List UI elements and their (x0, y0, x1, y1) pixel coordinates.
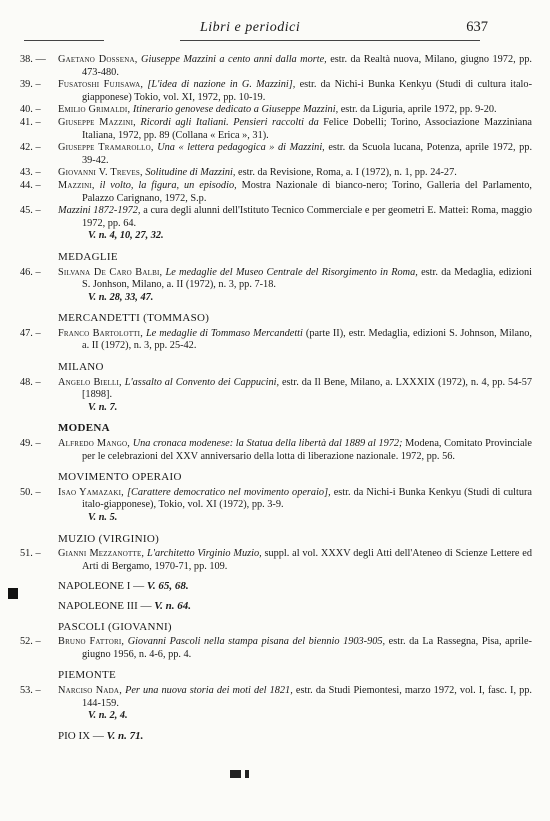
entry-text (58, 167, 532, 180)
entry-author: Emilio Grimaldi, (58, 104, 131, 116)
entry-number: 40. – (20, 104, 41, 116)
bibliography-entry (0, 167, 532, 180)
entry-text (58, 328, 532, 353)
entry-title: Per una nuova storia dei moti del 1821, (125, 684, 293, 696)
entry-details: Mostra Nazionale di bianco-nero; Torino, Galleria del Parlamento, Palazzo Carignano, 1972, S.p. (82, 179, 532, 204)
entry-text (58, 487, 532, 525)
entry-author: Alfredo Mango, (58, 438, 131, 450)
entry-text (58, 548, 532, 573)
running-title: Libri e periodici (200, 20, 301, 35)
entry-details: suppl. al vol. XXXV degli Atti dell'Ateneo di Scienze Lettere ed Arti di Bergamo, 1970-71, pp. 109. (82, 548, 532, 572)
entry-title: Le medaglie del Museo Centrale del Risorgimento in Roma, (165, 266, 418, 278)
entry-cross-reference: V. n. 2, 4. (88, 710, 128, 722)
bibliography-entry (0, 438, 532, 463)
entry-author: Fusatoshi Fujisawa, (58, 79, 144, 91)
entry-details: estr. da Liguria, aprile 1972, pp. 9-20. (340, 104, 497, 116)
entry-number: 41. – (20, 116, 41, 128)
entry-text (58, 205, 532, 243)
entry-author: Silvana De Caro Balbi, (58, 266, 163, 278)
entry-text (58, 142, 532, 167)
entry-title: Una « lettera pedagogica » di Mazzini, (157, 142, 325, 154)
section-heading: MOVIMENTO OPERAIO (58, 471, 182, 484)
entry-text (58, 377, 532, 415)
entry-title: Giuseppe Mazzini a cento anni dalla morte, (141, 54, 327, 65)
entry-cross-reference: V. n. 7. (88, 401, 118, 413)
cross-reference-target: V. 65, 68. (146, 580, 189, 593)
entry-author: Giovanni V. Treves, (58, 167, 143, 179)
bibliography-list (0, 54, 550, 744)
entry-details: estr. da La Rassegna, Pisa, aprile-giugno 1956, n. 4-6, pp. 4. (82, 636, 532, 660)
cross-reference-line (58, 730, 550, 743)
entry-details: a cura degli alunni dell'Istituto Tecnico Commerciale e per geometri E. Mattei: Roma, maggio 1972, pp. 64. (82, 205, 532, 229)
entry-number: 43. – (20, 167, 41, 179)
entry-author: Bruno Fattori, (58, 636, 125, 648)
cross-reference-line (58, 600, 550, 613)
entry-title: L'assalto al Convento dei Cappucini, (124, 376, 280, 388)
entry-title: Giovanni Pascoli nella stampa pisana del biennio 1903-905, (127, 636, 386, 648)
section-heading: PASCOLI (GIOVANNI) (58, 620, 172, 633)
bibliography-entry (0, 267, 532, 305)
cross-reference-subject: PIO IX — (58, 729, 104, 742)
entry-text (58, 104, 532, 117)
entry-details: estr. da Medaglia, edizioni S. Jonhson, Milano, a. II (1972), n. 3, pp. 7-18. (82, 266, 533, 291)
section-heading: MODENA (58, 422, 110, 435)
entry-text (58, 180, 532, 205)
entry-title: Solitudine di Mazzini, (145, 167, 236, 179)
cross-reference-line (58, 580, 550, 593)
entry-text (58, 685, 532, 723)
bibliography-entry (0, 205, 532, 243)
entry-author: Giuseppe Tramarollo, (58, 142, 154, 154)
entry-cross-reference: V. n. 4, 10, 27, 32. (88, 230, 164, 242)
section-heading: MEDAGLIE (58, 250, 118, 263)
entry-title: [L'idea di nazione in G. Mazzini], (147, 79, 296, 91)
entry-details: (parte II), estr. Medaglia, edizioni S. Johnson, Milano, a. II (1972), n. 3, pp. 25-42. (82, 327, 532, 352)
bibliography-entry (0, 328, 532, 353)
entry-author: Gaetano Dossena, (58, 54, 138, 65)
bibliography-entry (0, 180, 532, 205)
entry-title: Mazzini 1872-1972, (58, 205, 141, 217)
entry-author: Mazzini, (58, 179, 95, 191)
entry-details: Felice Dobelli; Torino, Associazione Mazziniana Italiana, 1972, pp. 89 (Collana « Erica », 31). (82, 116, 532, 141)
entry-title: il volto, la figura, un episodio, (99, 179, 237, 191)
entry-cross-reference: V. n. 28, 33, 47. (88, 291, 154, 303)
entry-author: Franco Bartolotti, (58, 327, 143, 339)
bibliography-entry (0, 142, 532, 167)
entry-title: L'architetto Virginio Muzio, (147, 548, 262, 560)
entry-title: Itinerario genovese dedicato a Giuseppe Mazzini, (132, 104, 339, 116)
entry-text (58, 79, 532, 104)
entry-author: Narciso Nada, (58, 684, 122, 696)
entry-details: estr. da Scuola lucana, Potenza, aprile 1972, pp. 39-42. (82, 142, 533, 166)
section-heading: MUZIO (VIRGINIO) (58, 532, 160, 545)
entry-number: 44. – (20, 179, 41, 191)
header-rule-right (180, 40, 480, 41)
entry-text (58, 438, 532, 463)
header-rule-left (24, 40, 104, 41)
entry-number: 52. – (20, 636, 41, 648)
entry-details: estr. da Revisione, Roma, a. I (1972), n. 1, pp. 24-27. (238, 167, 457, 179)
section-heading: MERCANDETTI (TOMMASO) (58, 312, 210, 325)
entry-details: estr. da Studi Piemontesi, marzo 1972, vol. I, fasc. I, pp. 144-159. (82, 684, 533, 709)
bibliography-entry (0, 636, 532, 661)
entry-number: 49. – (20, 438, 41, 450)
entry-author: Angelo Bielli, (58, 376, 122, 388)
entry-number: 48. – (20, 376, 41, 388)
section-heading: PIEMONTE (58, 669, 117, 682)
entry-title: Ricordi agli Italiani. Pensieri raccolti da (140, 116, 319, 128)
entry-details: estr. da Nichi-i Bunka Kenkyu (Studi di cultura italo-giapponese) Tokio, vol. XI, 1972, pp. 10-19. (82, 79, 533, 103)
entry-text (58, 117, 532, 142)
bibliography-entry (0, 487, 532, 525)
ink-smudge (230, 770, 241, 778)
entry-text (58, 267, 532, 305)
bibliography-entry (0, 117, 532, 142)
entry-number: 46. – (20, 266, 41, 278)
entry-number: 45. – (20, 205, 41, 217)
entry-author: Giuseppe Mazzini, (58, 116, 136, 128)
cross-reference-subject: NAPOLEONE I — (58, 580, 145, 593)
entry-number: 53. – (20, 684, 41, 696)
entry-title: Le medaglie di Tommaso Mercandetti (145, 327, 303, 339)
entry-cross-reference: V. n. 5. (88, 512, 118, 523)
entry-number: 42. – (20, 142, 41, 154)
entry-number: 51. – (20, 548, 41, 560)
page-number: 637 (466, 19, 488, 35)
bibliography-entry (0, 685, 532, 723)
entry-details: Modena, Comitato Provinciale per le celebrazioni del XXV anniversario della lotta di liberazione nazionale. 1972, pp. 56. (82, 438, 532, 462)
entry-number: 50. – (20, 486, 41, 498)
entry-text (58, 636, 532, 661)
cross-reference-subject: NAPOLEONE III — (58, 599, 152, 612)
entry-number: 39. – (20, 79, 41, 91)
bibliography-entry (0, 377, 532, 415)
section-heading: MILANO (58, 361, 104, 374)
entry-author: Gianni Mezzanotte, (58, 548, 145, 560)
cross-reference-target: V. n. 64. (154, 599, 192, 612)
entry-details: estr. da Nichi-i Bunka Kenkyu (Studi di cultura italo-giapponese), Tokio, vol. XI (1972), pp. 3-9. (82, 486, 532, 511)
entry-details: estr. da Il Bene, Milano, a. LXXXIX (1972), n. 4, pp. 54-57 [1898]. (82, 376, 532, 401)
entry-title: [Carattere democratico nel movimento operaio], (127, 486, 331, 498)
entry-title: Una cronaca modenese: la Statua della libertà dal 1889 al 1972; (132, 438, 403, 450)
bibliography-entry (0, 54, 532, 79)
entry-text (58, 54, 532, 79)
cross-reference-target: V. n. 71. (106, 729, 144, 742)
entry-number: 47. – (20, 327, 41, 339)
bibliography-entry (0, 79, 532, 104)
entry-number: 38. — (20, 54, 46, 65)
bibliography-entry (0, 548, 532, 573)
bibliography-entry (0, 104, 532, 117)
ink-smudge-small (245, 770, 249, 778)
entry-author: Isao Yamazaki, (58, 486, 124, 498)
entry-details: estr. da Realtà nuova, Milano, giugno 1972, pp. 473-480. (82, 54, 533, 78)
running-head (0, 19, 550, 38)
